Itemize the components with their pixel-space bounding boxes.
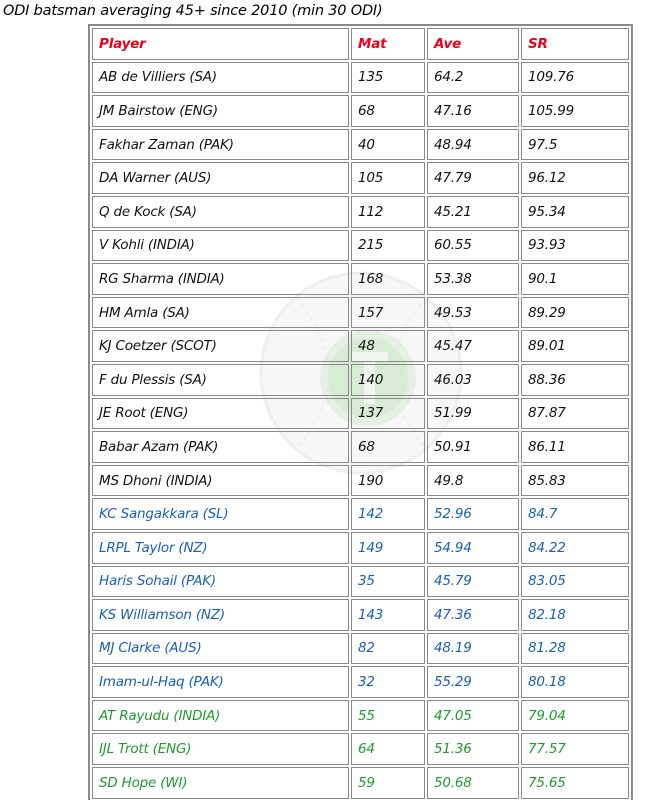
cell-mat: 157 [351, 297, 425, 329]
cell-ave: 46.03 [427, 364, 519, 396]
cell-mat: 48 [351, 330, 425, 362]
cell-ave: 49.8 [427, 465, 519, 497]
cell-sr: 84.7 [521, 498, 629, 530]
cell-sr: 109.76 [521, 62, 629, 94]
cell-player: MJ Clarke (AUS) [92, 633, 349, 665]
cell-ave: 45.79 [427, 566, 519, 598]
cell-player: JM Bairstow (ENG) [92, 95, 349, 127]
cell-mat: 82 [351, 633, 425, 665]
cell-ave: 45.47 [427, 330, 519, 362]
cell-sr: 90.1 [521, 263, 629, 295]
cell-sr: 95.34 [521, 196, 629, 228]
cell-player: V Kohli (INDIA) [92, 230, 349, 262]
table-header-row [92, 28, 629, 60]
cell-sr: 86.11 [521, 431, 629, 463]
cell-mat: 68 [351, 431, 425, 463]
cell-player: SD Hope (WI) [92, 767, 349, 799]
table-row [92, 364, 629, 396]
cell-player: JE Root (ENG) [92, 398, 349, 430]
table-row [92, 599, 629, 631]
table-row [92, 498, 629, 530]
cell-ave: 51.36 [427, 733, 519, 765]
page-title: ODI batsman averaging 45+ since 2010 (min 30 ODI) [3, 3, 383, 19]
cell-mat: 168 [351, 263, 425, 295]
cell-mat: 137 [351, 398, 425, 430]
cell-ave: 47.16 [427, 95, 519, 127]
cell-ave: 49.53 [427, 297, 519, 329]
table-row [92, 398, 629, 430]
cell-mat: 140 [351, 364, 425, 396]
cell-sr: 82.18 [521, 599, 629, 631]
header-sr: SR [521, 28, 629, 60]
cell-mat: 112 [351, 196, 425, 228]
header-mat: Mat [351, 28, 425, 60]
cell-mat: 215 [351, 230, 425, 262]
table-row [92, 162, 629, 194]
cell-ave: 48.19 [427, 633, 519, 665]
cell-player: Fakhar Zaman (PAK) [92, 129, 349, 161]
cell-ave: 55.29 [427, 666, 519, 698]
cell-sr: 105.99 [521, 95, 629, 127]
cell-ave: 50.68 [427, 767, 519, 799]
cell-sr: 84.22 [521, 532, 629, 564]
header-ave: Ave [427, 28, 519, 60]
cell-mat: 68 [351, 95, 425, 127]
table-row [92, 230, 629, 262]
table-row [92, 431, 629, 463]
cell-mat: 40 [351, 129, 425, 161]
cell-ave: 64.2 [427, 62, 519, 94]
cell-mat: 32 [351, 666, 425, 698]
cell-ave: 54.94 [427, 532, 519, 564]
table-row [92, 566, 629, 598]
stats-table [88, 24, 633, 800]
table-row [92, 196, 629, 228]
cell-mat: 149 [351, 532, 425, 564]
cell-ave: 45.21 [427, 196, 519, 228]
cell-ave: 48.94 [427, 129, 519, 161]
cell-player: MS Dhoni (INDIA) [92, 465, 349, 497]
cell-ave: 51.99 [427, 398, 519, 430]
cell-sr: 88.36 [521, 364, 629, 396]
cell-player: KC Sangakkara (SL) [92, 498, 349, 530]
cell-mat: 64 [351, 733, 425, 765]
table-row [92, 532, 629, 564]
cell-mat: 135 [351, 62, 425, 94]
cell-ave: 47.36 [427, 599, 519, 631]
table-row [92, 330, 629, 362]
table-row [92, 62, 629, 94]
table-row [92, 95, 629, 127]
cell-ave: 47.05 [427, 700, 519, 732]
cell-ave: 50.91 [427, 431, 519, 463]
table-row [92, 297, 629, 329]
cell-player: LRPL Taylor (NZ) [92, 532, 349, 564]
cell-ave: 52.96 [427, 498, 519, 530]
cell-player: RG Sharma (INDIA) [92, 263, 349, 295]
cell-player: Babar Azam (PAK) [92, 431, 349, 463]
cell-ave: 47.79 [427, 162, 519, 194]
table-row [92, 465, 629, 497]
cell-sr: 81.28 [521, 633, 629, 665]
table-row [92, 767, 629, 799]
cell-sr: 96.12 [521, 162, 629, 194]
cell-player: AB de Villiers (SA) [92, 62, 349, 94]
table-row [92, 633, 629, 665]
cell-ave: 53.38 [427, 263, 519, 295]
cell-mat: 35 [351, 566, 425, 598]
cell-sr: 89.01 [521, 330, 629, 362]
cell-sr: 83.05 [521, 566, 629, 598]
table-row [92, 129, 629, 161]
cell-player: KS Williamson (NZ) [92, 599, 349, 631]
cell-player: Haris Sohail (PAK) [92, 566, 349, 598]
cell-sr: 89.29 [521, 297, 629, 329]
cell-sr: 93.93 [521, 230, 629, 262]
cell-mat: 105 [351, 162, 425, 194]
cell-player: F du Plessis (SA) [92, 364, 349, 396]
cell-sr: 97.5 [521, 129, 629, 161]
cell-player: AT Rayudu (INDIA) [92, 700, 349, 732]
cell-sr: 80.18 [521, 666, 629, 698]
table-row [92, 733, 629, 765]
cell-sr: 79.04 [521, 700, 629, 732]
cell-mat: 59 [351, 767, 425, 799]
cell-mat: 143 [351, 599, 425, 631]
cell-mat: 142 [351, 498, 425, 530]
cell-mat: 190 [351, 465, 425, 497]
cell-ave: 60.55 [427, 230, 519, 262]
cell-player: HM Amla (SA) [92, 297, 349, 329]
table-row [92, 263, 629, 295]
cell-player: DA Warner (AUS) [92, 162, 349, 194]
cell-player: Q de Kock (SA) [92, 196, 349, 228]
table-row [92, 666, 629, 698]
cell-player: Imam-ul-Haq (PAK) [92, 666, 349, 698]
cell-sr: 75.65 [521, 767, 629, 799]
cell-player: IJL Trott (ENG) [92, 733, 349, 765]
table-row [92, 700, 629, 732]
cell-sr: 85.83 [521, 465, 629, 497]
cell-player: KJ Coetzer (SCOT) [92, 330, 349, 362]
cell-sr: 87.87 [521, 398, 629, 430]
cell-sr: 77.57 [521, 733, 629, 765]
cell-mat: 55 [351, 700, 425, 732]
header-player: Player [92, 28, 349, 60]
